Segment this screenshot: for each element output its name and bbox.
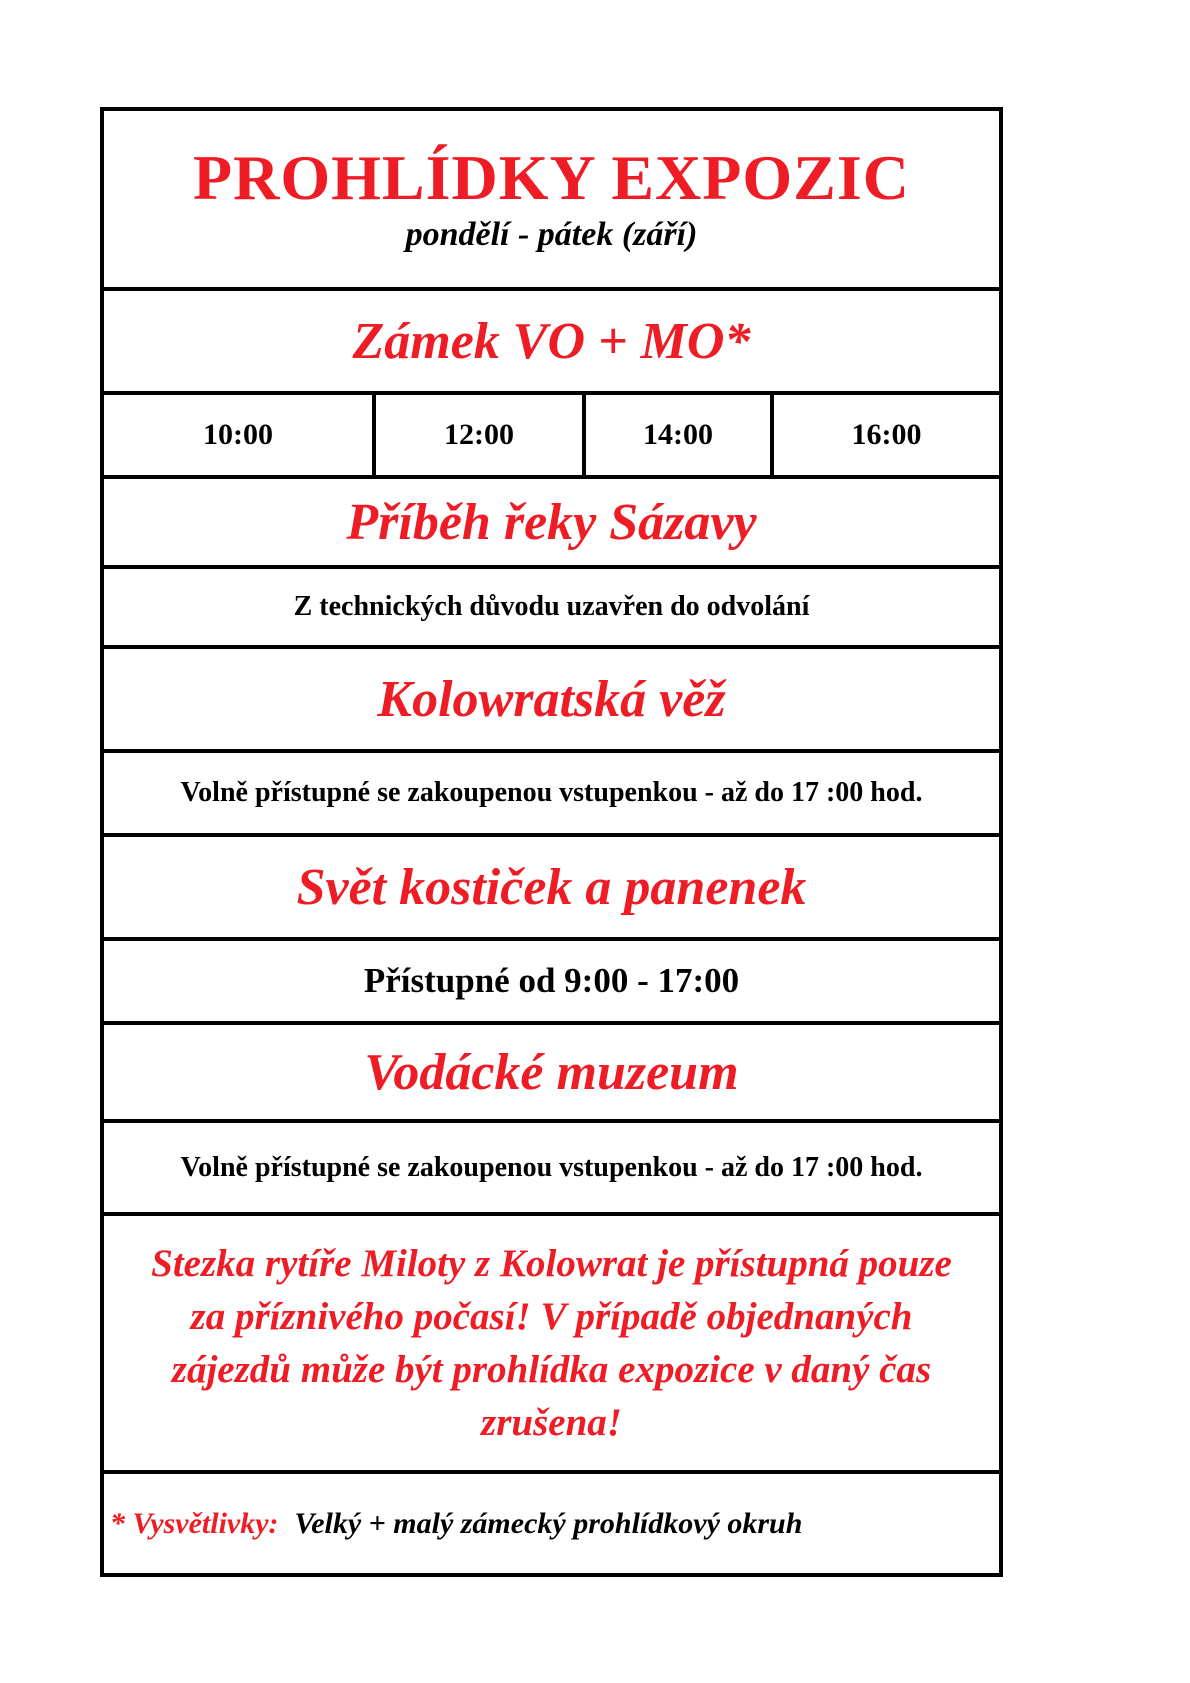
time-cell: 12:00 [376,395,586,475]
legend-row [104,1474,999,1573]
section-title-kolowratska: Kolowratská věž [377,670,726,728]
legend-label: * Vysvětlivky: [110,1506,279,1540]
schedule-table [100,107,1003,1577]
section-info-row [104,753,999,837]
section-title-row [104,649,999,753]
section-title-pribeh: Příběh řeky Sázavy [346,493,757,551]
notice-text: Stezka rytíře Miloty z Kolowrat je přístupná pouze za příznivého počasí! V případě objednaných zájezdů může být prohlídka expozice v daný čas zrušena! [151,1242,952,1444]
section-info-row [104,941,999,1025]
time-cell: 16:00 [851,418,922,451]
section-title-svet: Svět kostiček a panenek [296,858,807,916]
time-cell: 10:00 [104,395,376,475]
page-subtitle: pondělí - pátek (září) [405,216,698,253]
section-title-zamek: Zámek VO + MO* [352,312,751,370]
section-info-row [104,569,999,649]
page-title: PROHLÍDKY EXPOZIC [193,142,910,213]
section-title-row [104,291,999,395]
section-info-svet: Přístupné od 9:00 - 17:00 [363,961,740,1000]
legend-text: Velký + malý zámecký prohlídkový okruh [294,1506,803,1540]
section-info-pribeh: Z technických důvodu uzavřen do odvolání [293,591,810,622]
section-title-row [104,479,999,569]
section-title-vodacke: Vodácké muzeum [364,1043,739,1101]
section-title-row [104,1025,999,1123]
notice-row [104,1216,999,1474]
section-title-row [104,837,999,941]
section-info-vodacke: Volně přístupné se zakoupenou vstupenkou - až do 17 :00 hod. [180,1151,923,1183]
section-info-row [104,1123,999,1216]
times-row [104,395,999,479]
header-row [104,111,999,291]
time-cell: 14:00 [586,395,774,475]
section-info-kolowratska: Volně přístupné se zakoupenou vstupenkou - až do 17 :00 hod. [180,777,923,808]
